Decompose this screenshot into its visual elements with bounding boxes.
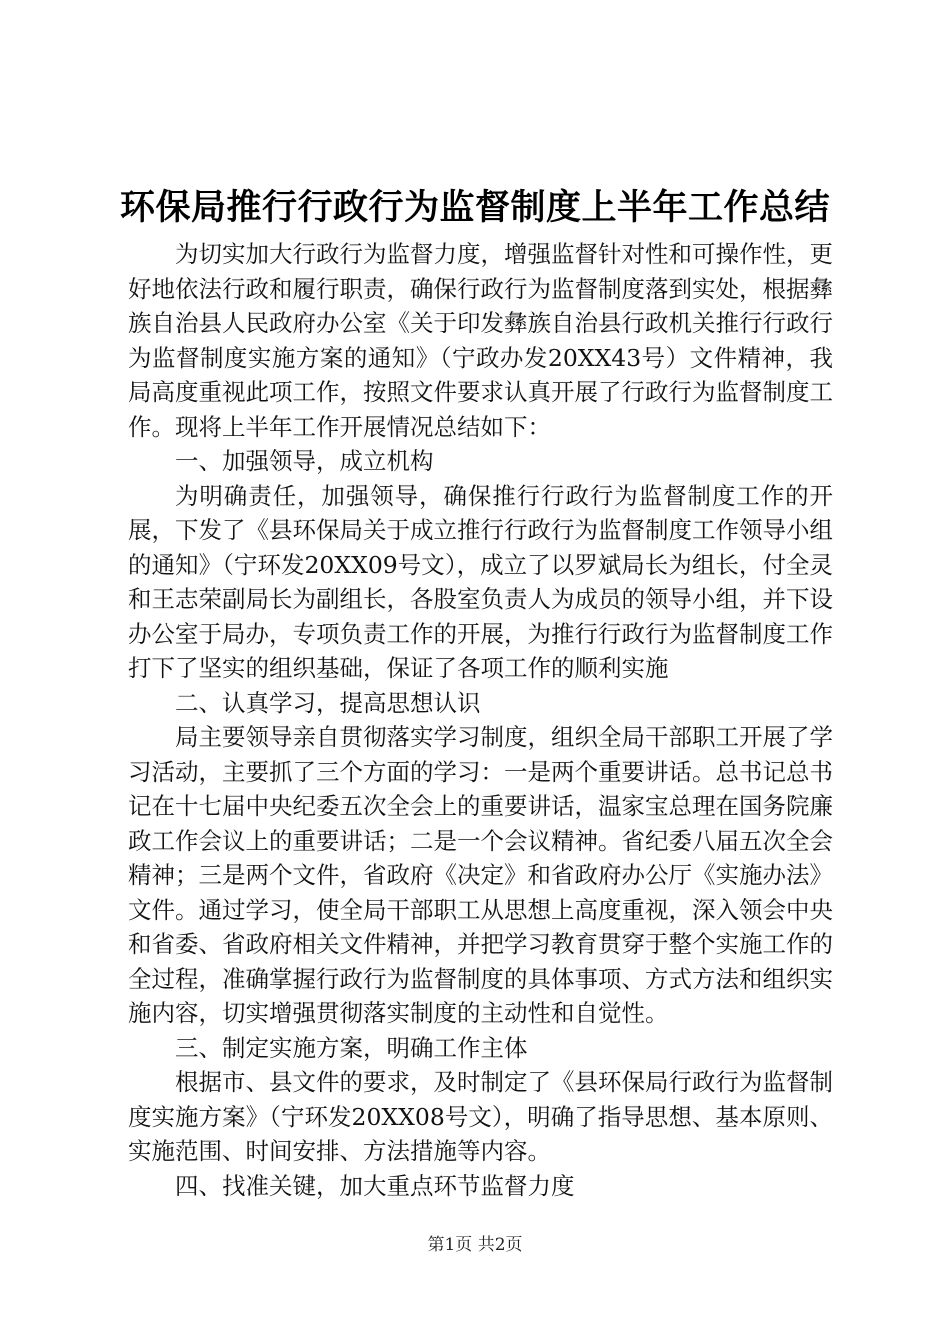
page-footer: 第1页 共2页 (427, 1235, 523, 1255)
section-heading-1: 一、加强领导，成立机构 (175, 447, 434, 475)
section-paragraph-3: 根据市、县文件的要求，及时制定了《县环保局行政行为监督制度实施方案》（宁环发20XX08号文），明确了指导思想、基本原则、实施范围、时间安排、方法措施等内容。 (128, 1068, 833, 1165)
section-paragraph-1: 为明确责任，加强领导，确保推行行政行为监督制度工作的开展，下发了《县环保局关于成立推行行政行为监督制度工作领导小组的通知》（宁环发20XX09号文），成立了以罗斌局长为组长，付全灵和王志荣副局长为副组长，各股室负责人为成员的领导小组，并下设办公室于局办，专项负责工作的开展，为推行行政行为监督制度工作打下了坚实的组织基础，保证了各项工作的顺利实施 (128, 481, 833, 682)
section-heading-4: 四、找准关键，加大重点环节监督力度 (175, 1171, 575, 1200)
section-paragraph-2: 局主要领导亲自贯彻落实学习制度，组织全局干部职工开展了学习活动，主要抓了三个方面的学习：一是两个重要讲话。总书记总书记在十七届中央纪委五次全会上的重要讲话，温家宝总理在国务院廉政工作会议上的重要讲话；二是一个会议精神。省纪委八届五次全会精神；三是两个文件，省政府《决定》和省政府办公厅《实施办法》文件。通过学习，使全局干部职工从思想上高度重视，深入领会中央和省委、省政府相关文件精神，并把学习教育贯穿于整个实施工作的全过程，准确掌握行政行为监督制度的具体事项、方式方法和组织实施内容，切实增强贯彻落实制度的主动性和自觉性。 (128, 723, 833, 1027)
section-heading-2: 二、认真学习，提高思想认识 (175, 688, 481, 717)
section-heading-3: 三、制定实施方案，明确工作主体 (175, 1033, 528, 1062)
document-body (128, 237, 833, 1203)
intro-paragraph: 为切实加大行政行为监督力度，增强监督针对性和可操作性，更好地依法行政和履行职责，确保行政行为监督制度落到实处，根据彝族自治县人民政府办公室《关于印发彝族自治县行政机关推行行政行为监督制度实施方案的通知》（宁政办发20XX43号）文件精神，我局高度重视此项工作，按照文件要求认真开展了行政行为监督制度工作。现将上半年工作开展情况总结如下： (128, 240, 833, 441)
document-title: 环保局推行行政行为监督制度上半年工作总结 (119, 188, 830, 228)
